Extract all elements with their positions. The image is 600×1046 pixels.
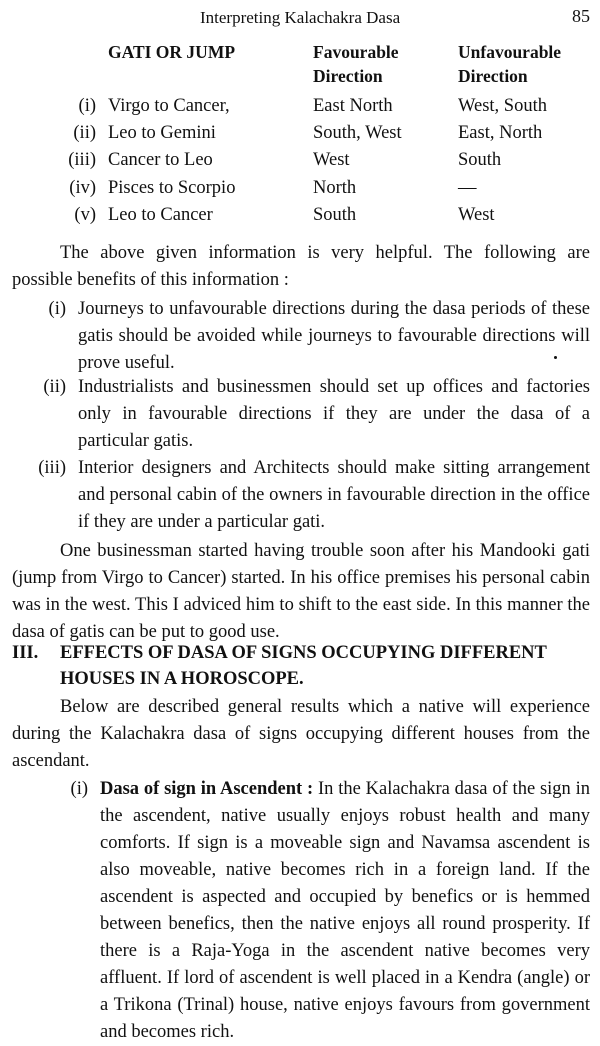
unfavourable-cell: West, South	[458, 96, 547, 116]
section-intro-paragraph: Below are described general results which a native will experience during the Kalachakra dasa of signs occupying different houses from the ascendant.	[12, 697, 590, 771]
list-item	[30, 374, 590, 455]
list-item-number: (i)	[70, 779, 88, 799]
row-number: (iv)	[69, 178, 96, 198]
row-number: (i)	[78, 96, 96, 116]
section-number: III.	[12, 643, 39, 663]
page-number: 85	[572, 6, 590, 26]
table-header	[0, 38, 600, 88]
intro-paragraph: The above given information is very helpful. The following are possible benefits of this information :	[12, 243, 590, 290]
gati-cell: Virgo to Cancer,	[108, 96, 230, 116]
table-row	[0, 123, 600, 149]
running-header	[0, 6, 600, 30]
table-row	[0, 178, 600, 204]
list-item-text: Interior designers and Architects should make sitting arrangement and personal cabin of the owners in favourable direction in the office if they are under a particular gati.	[78, 458, 590, 532]
unfavourable-cell: South	[458, 150, 502, 170]
gati-cell: Pisces to Scorpio	[108, 178, 236, 198]
stray-mark	[554, 356, 557, 359]
effect-item	[52, 776, 590, 1042]
unfavourable-cell: West	[458, 205, 495, 225]
list-item-number: (ii)	[43, 377, 66, 397]
unfavourable-cell: —	[458, 178, 477, 198]
list-item	[30, 296, 590, 377]
list-item-text: Industrialists and businessmen should set up offices and factories only in favourable directions if they are under the dasa of a particular gatis.	[78, 377, 590, 451]
list-item-text: Journeys to unfavourable directions during the dasa periods of these gatis should be avoided while journeys to favourable directions will prove useful.	[78, 299, 590, 373]
row-number: (ii)	[73, 123, 96, 143]
list-item-number: (i)	[48, 299, 66, 319]
favourable-cell: South	[313, 205, 357, 225]
unfavourable-cell: East, North	[458, 123, 543, 143]
column-header-unfavourable: Unfavourable Direction	[458, 42, 562, 86]
table-row	[0, 96, 600, 122]
effect-body: In the Kalachakra dasa of the sign in the ascendent, native usually enjoys robust health and many comforts. If sign is a moveable sign and Navamsa ascendent is also moveable, native becomes rich in a foreign land. If the ascendent is aspected and occupied by benefics or is hemmed between benefics, then the native enjoys all round prosperity. If there is a Raja-Yoga in the ascendent native becomes very affluent. If lord of ascendent is well placed in a Kendra (angle) or a Trikona (Trinal) house, native enjoys favours from government and becomes rich.	[100, 779, 590, 1042]
section-heading	[12, 640, 592, 692]
list-item-number: (iii)	[38, 458, 66, 478]
table-row	[0, 150, 600, 176]
column-header-gati: GATI OR JUMP	[108, 42, 236, 62]
gati-cell: Leo to Gemini	[108, 123, 216, 143]
favourable-cell: West	[313, 150, 350, 170]
favourable-cell: East North	[313, 96, 393, 116]
gati-cell: Cancer to Leo	[108, 150, 213, 170]
row-number: (iii)	[68, 150, 96, 170]
list-item	[30, 455, 590, 536]
favourable-cell: North	[313, 178, 357, 198]
favourable-cell: South, West	[313, 123, 402, 143]
section-title: EFFECTS OF DASA OF SIGNS OCCUPYING DIFFERENT HOUSES IN A HOROSCOPE.	[60, 643, 547, 689]
row-number: (v)	[74, 205, 96, 225]
example-paragraph: One businessman started having trouble soon after his Mandooki gati (jump from Virgo to Cancer) started. In his office premises his personal cabin was in the west. This I adviced him to shift to the east side. In this manner the dasa of gatis can be put to good use.	[12, 541, 590, 642]
gati-cell: Leo to Cancer	[108, 205, 213, 225]
running-title: Interpreting Kalachakra Dasa	[200, 8, 401, 27]
effect-heading: Dasa of sign in Ascendent :	[100, 779, 314, 799]
effect-text	[100, 776, 590, 1046]
column-header-favourable: Favourable Direction	[313, 42, 399, 86]
table-row	[0, 205, 600, 231]
